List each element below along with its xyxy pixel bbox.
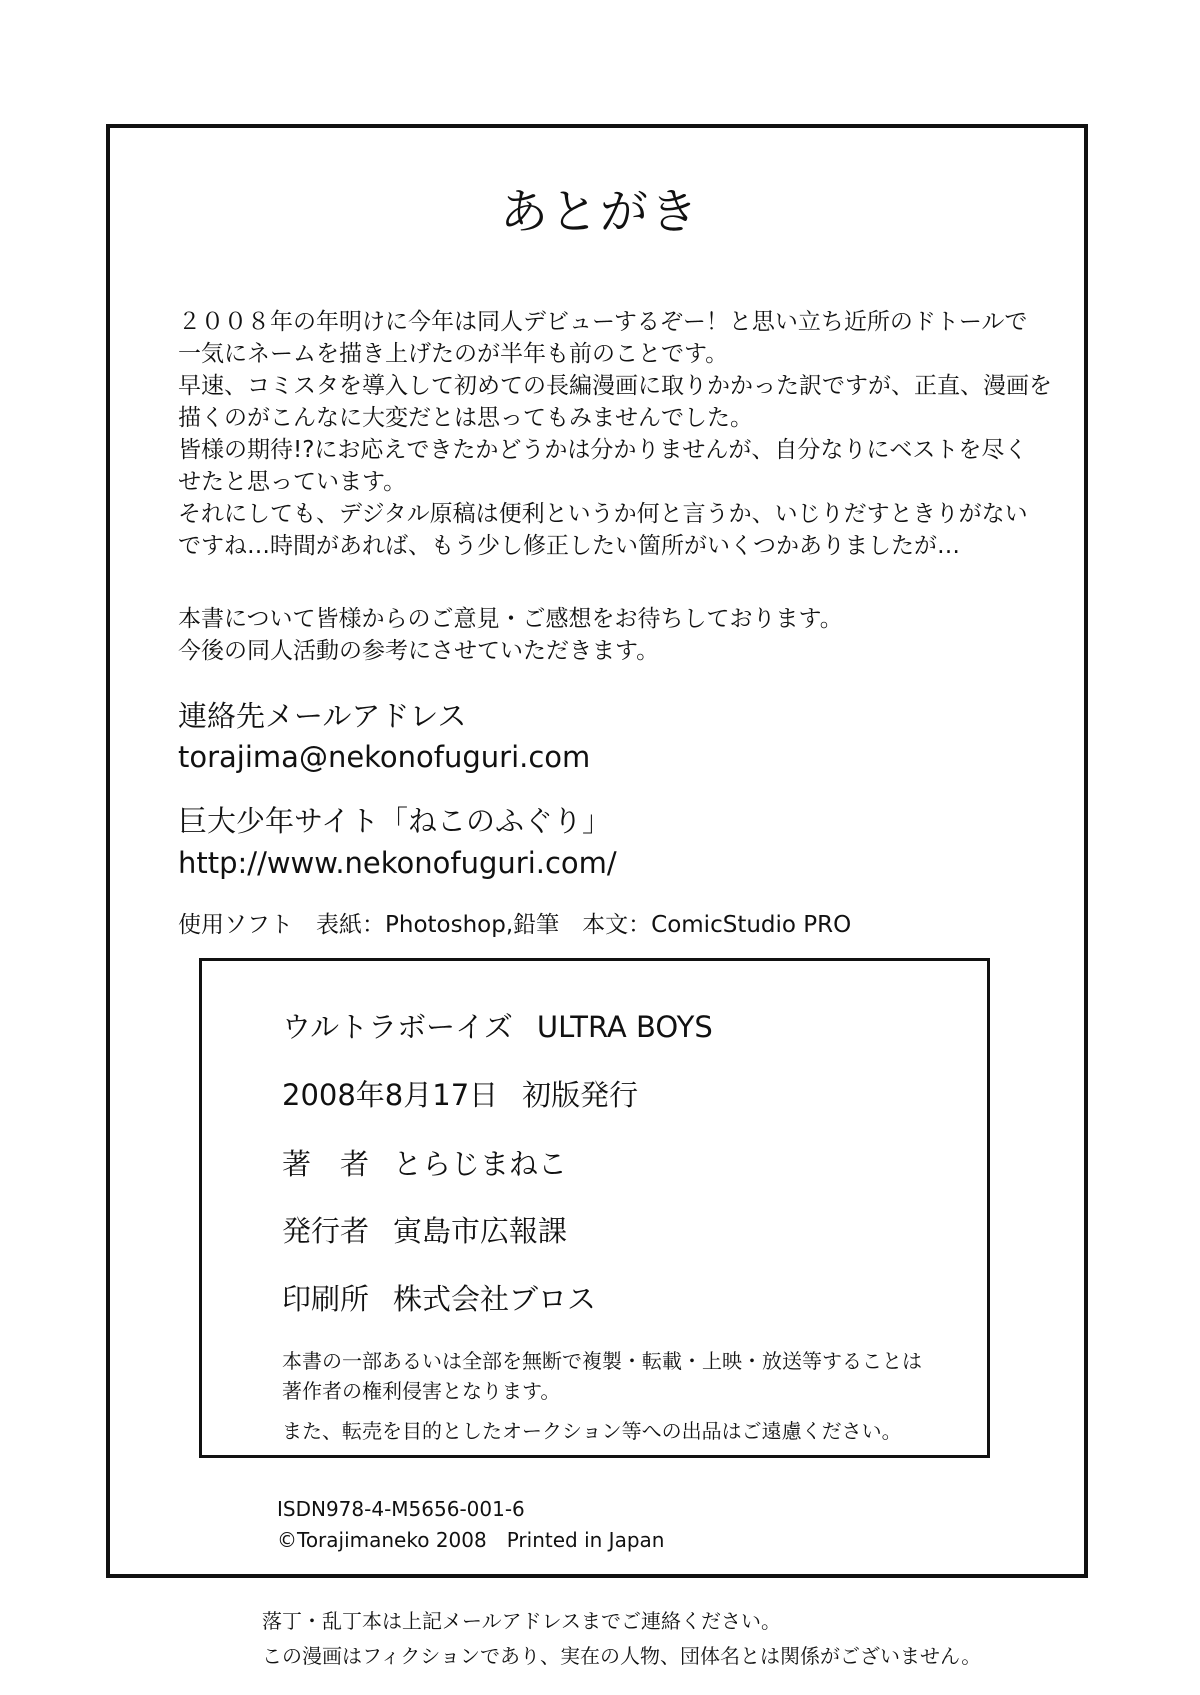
text-line: 皆様の期待!?にお応えできたかどうかは分かりませんが、自分なりにベストを尽く	[178, 437, 1028, 463]
resale-notice: また、転売を目的としたオークション等への出品はご遠慮ください。	[282, 1419, 902, 1443]
publish-date: 2008年8月17日	[282, 1078, 499, 1112]
isbn: ISDN978-4-M5656-001-6	[277, 1497, 525, 1521]
printer-name: 株式会社ブロス	[393, 1282, 597, 1316]
text-line: この漫画はフィクションであり、実在の人物、団体名とは関係がございません。	[262, 1644, 982, 1668]
text-line: 今後の同人活動の参考にさせていただきます。	[178, 638, 660, 664]
copyright-line: ©Torajimaneko 2008 Printed in Japan	[277, 1528, 665, 1552]
site-label: 巨大少年サイト「ねこのふぐり」	[178, 804, 611, 838]
printer-label: 印刷所	[282, 1282, 370, 1316]
copyright-notice	[282, 1346, 922, 1406]
text-line: 描くのがこんなに大変だとは思ってもみませんでした。	[178, 405, 753, 431]
colophon-box	[199, 958, 990, 1458]
footer-notes	[262, 1604, 981, 1674]
site-url: http://www.nekonofuguri.com/	[178, 846, 617, 880]
text-line: 落丁・乱丁本は上記メールアドレスまでご連絡ください。	[262, 1609, 781, 1633]
afterword-title: あとがき	[499, 184, 700, 240]
afterword-paragraph-2	[178, 603, 1058, 667]
afterword-paragraph-1	[178, 306, 1058, 562]
author-label: 著 者	[282, 1147, 370, 1181]
text-line: 本書について皆様からのご意見・ご感想をお待ちしております。	[178, 606, 843, 632]
edition: 初版発行	[522, 1078, 639, 1112]
contact-label: 連絡先メールアドレス	[178, 699, 467, 733]
text-line: ですね…時間があれば、もう少し修正したい箇所がいくつかありましたが…	[178, 533, 960, 559]
colophon-date	[282, 1077, 638, 1113]
title-jp: ウルトラボーイズ	[282, 1010, 513, 1044]
colophon-author	[282, 1146, 567, 1182]
publisher-label: 発行者	[282, 1214, 370, 1248]
publisher-name: 寅島市広報課	[393, 1214, 568, 1248]
colophon-printer	[282, 1281, 596, 1317]
text-line: 著作者の権利侵害となります。	[282, 1379, 561, 1403]
title-en: ULTRA BOYS	[536, 1010, 713, 1044]
text-line: せたと思っています。	[178, 469, 407, 495]
text-line: それにしても、デジタル原稿は便利というか何と言うか、いじりだすときりがない	[178, 501, 1028, 527]
contact-email: torajima@nekonofuguri.com	[178, 740, 591, 774]
colophon-title	[282, 1009, 713, 1045]
text-line: 本書の一部あるいは全部を無断で複製・転載・上映・放送等することは	[282, 1349, 922, 1373]
author-name: とらじまねこ	[393, 1147, 568, 1181]
software-credits: 使用ソフト 表紙：Photoshop,鉛筆 本文：ComicStudio PRO	[178, 912, 852, 938]
colophon-publisher	[282, 1213, 567, 1249]
text-line: 早速、コミスタを導入して初めての長編漫画に取りかかった訳ですが、正直、漫画を	[178, 373, 1052, 399]
text-line: ２００８年の年明けに今年は同人デビューするぞー！と思い立ち近所のドトールで	[178, 309, 1028, 335]
text-line: 一気にネームを描き上げたのが半年も前のことです。	[178, 341, 729, 367]
